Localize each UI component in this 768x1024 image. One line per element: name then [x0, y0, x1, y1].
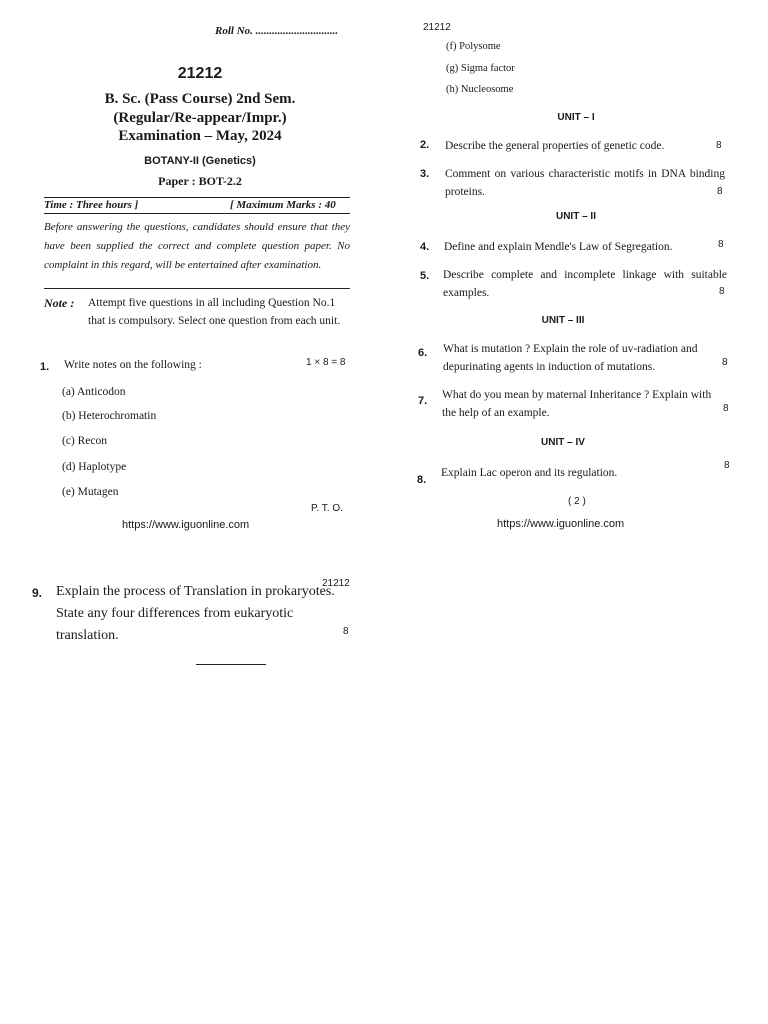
paper-code: 21212	[322, 578, 350, 589]
roll-number-field: Roll No. ..............................	[215, 25, 339, 37]
maximum-marks: [ Maximum Marks : 40	[230, 199, 336, 211]
instructions-rule	[44, 288, 350, 289]
unit-heading: UNIT – III	[541, 315, 585, 326]
sub-item: (e) Mutagen	[62, 486, 119, 498]
pto-label: P. T. O.	[311, 503, 343, 514]
course-title-line-2: (Regular/Re-appear/Impr.)	[113, 110, 287, 126]
question-text: Comment on various characteristic motifs in DNA binding proteins.	[445, 168, 725, 198]
sub-item: (a) Anticodon	[62, 386, 126, 398]
question-text: What is mutation ? Explain the role of uv-radiation and depurinating agents in induction of mutations.	[443, 343, 698, 373]
question-number: 1.	[40, 361, 50, 373]
note-label: Note :	[44, 296, 75, 310]
time-rule	[44, 213, 350, 214]
question-number: 6.	[418, 347, 428, 359]
question-marks: 8	[723, 403, 729, 414]
course-title-line-1: B. Sc. (Pass Course) 2nd Sem.	[104, 91, 296, 107]
unit-heading: UNIT – I	[557, 112, 595, 123]
question-text: Define and explain Mendle's Law of Segregation.	[444, 241, 673, 253]
unit-heading: UNIT – II	[555, 211, 596, 222]
course-title-line-3: Examination – May, 2024	[118, 128, 282, 144]
note-text: Attempt five questions in all including Question No.1 that is compulsory. Select one question from each unit.	[88, 297, 341, 327]
question-marks: 8	[718, 239, 724, 250]
question-number: 8.	[417, 474, 427, 486]
question-number: 3.	[420, 168, 430, 180]
sub-item: (f) Polysome	[446, 41, 501, 52]
exam-time: Time : Three hours ]	[44, 199, 139, 211]
question-marks: 8	[722, 357, 728, 368]
sub-item: (c) Recon	[62, 435, 108, 447]
sub-item: (b) Heterochromatin	[62, 410, 157, 422]
question-number: 7.	[418, 395, 428, 407]
question-marks: 8	[717, 186, 723, 197]
page-number: ( 2 )	[568, 496, 586, 507]
question-number: 4.	[420, 241, 430, 253]
sub-item: (h) Nucleosome	[446, 84, 514, 95]
question-text: Describe the general properties of genetic code.	[445, 140, 665, 152]
question-marks: 8	[719, 286, 725, 297]
question-marks: 1 × 8 = 8	[306, 357, 346, 368]
question-marks: 8	[343, 626, 349, 637]
top-rule	[44, 197, 350, 198]
sub-item: (d) Haplotype	[62, 461, 127, 473]
exam-instructions: Before answering the questions, candidates should ensure that they have been supplied the correct and complete question paper. No complaint in this regard, will be entertained after examination.	[44, 221, 350, 271]
question-number: 2.	[420, 139, 430, 151]
source-url: https://www.iguonline.com	[122, 519, 250, 531]
question-marks: 8	[716, 140, 722, 151]
question-number: 5.	[420, 270, 430, 282]
question-text: What do you mean by maternal Inheritance ? Explain with the help of an example.	[442, 389, 712, 419]
unit-heading: UNIT – IV	[541, 437, 585, 448]
question-number: 9.	[32, 586, 43, 600]
end-rule	[196, 664, 266, 665]
source-url: https://www.iguonline.com	[497, 518, 625, 530]
question-text: Describe complete and incomplete linkage with suitable examples.	[443, 269, 727, 299]
question-text: Explain Lac operon and its regulation.	[441, 467, 618, 479]
paper-code-line: Paper : BOT-2.2	[158, 174, 242, 188]
question-marks: 8	[724, 460, 730, 471]
paper-code: 21212	[177, 65, 223, 82]
question-text: Explain the process of Translation in prokaryotes. State any four differences from eukaryotic translation.	[56, 584, 335, 643]
paper-code: 21212	[423, 22, 451, 33]
subject-title: BOTANY-II (Genetics)	[144, 155, 256, 167]
sub-item: (g) Sigma factor	[446, 63, 515, 74]
question-text: Write notes on the following :	[64, 359, 202, 371]
